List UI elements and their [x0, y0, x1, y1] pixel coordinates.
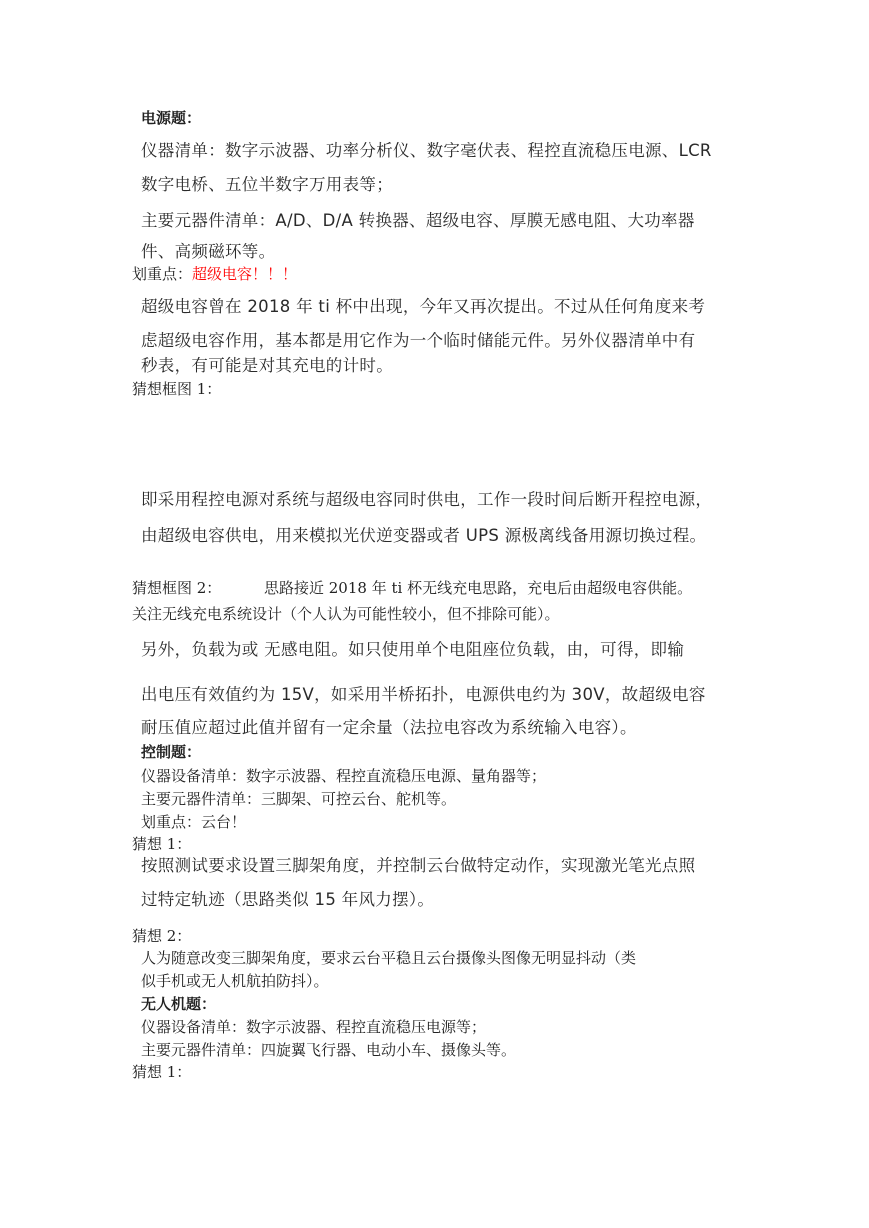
control-heading: 控制题：	[141, 743, 202, 761]
control-guess2-line-2: 似手机或无人机航拍防抖）。	[141, 972, 329, 990]
power-keypoint-value: 超级电容！！！	[192, 265, 298, 283]
power-extra-line-1: 另外，负载为或 无感电阻。如只使用单个电阻座位负载，由，可得，即输	[141, 640, 685, 659]
power-extra-line-3: 耐压值应超过此值并留有一定余量（法拉电容改为系统输入电容）。	[141, 718, 637, 737]
power-instruments-line-2: 数字电桥、五位半数字万用表等；	[141, 175, 393, 194]
power-instruments-line-1: 仪器清单：数字示波器、功率分析仪、数字毫伏表、程控直流稳压电源、LCR	[141, 141, 712, 160]
power-note-line-1: 超级电容曾在 2018 年 ti 杯中出现，今年又再次提出。不过从任何角度来考	[141, 297, 706, 316]
power-guess1-line-1: 即采用程控电源对系统与超级电容同时供电，工作一段时间后断开程控电源，	[141, 490, 713, 509]
control-keypoint: 划重点：云台！	[141, 813, 247, 831]
control-components: 主要元器件清单：三脚架、可控云台、舵机等。	[141, 790, 457, 808]
power-guess2-inline: 思路接近 2018 年 ti 杯无线充电思路，充电后由超级电容供能。	[264, 579, 693, 597]
power-note-line-2: 虑超级电容作用，基本都是用它作为一个临时储能元件。另外仪器清单中有	[141, 331, 696, 350]
control-guess1-title: 猜想 1：	[132, 835, 192, 853]
power-note-line-3: 秒表，有可能是对其充电的计时。	[141, 356, 393, 375]
power-keypoint-label: 划重点：	[132, 265, 193, 283]
drone-components: 主要元器件清单：四旋翼飞行器、电动小车、摄像头等。	[141, 1041, 517, 1059]
control-guess1-line-2: 过特定轨迹（思路类似 15 年风力摆）。	[141, 890, 435, 909]
drone-heading: 无人机题：	[141, 995, 217, 1013]
control-instruments: 仪器设备清单：数字示波器、程控直流稳压电源、量角器等；	[141, 767, 547, 785]
control-guess2-title: 猜想 2：	[132, 927, 192, 945]
power-guess2-line-2: 关注无线充电系统设计（个人认为可能性较小，但不排除可能）。	[132, 605, 560, 623]
power-extra-line-2: 出电压有效值约为 15V，如采用半桥拓扑，电源供电约为 30V，故超级电容	[141, 685, 706, 704]
power-guess1-title: 猜想框图 1：	[132, 380, 222, 398]
power-guess2-title: 猜想框图 2：	[132, 579, 222, 597]
drone-instruments: 仪器设备清单：数字示波器、程控直流稳压电源等；	[141, 1018, 487, 1036]
power-heading: 电源题：	[141, 109, 202, 127]
control-guess1-line-1: 按照测试要求设置三脚架角度，并控制云台做特定动作，实现激光笔光点照	[141, 856, 696, 875]
drone-guess1-title: 猜想 1：	[132, 1063, 192, 1081]
control-guess2-line-1: 人为随意改变三脚架角度，要求云台平稳且云台摄像头图像无明显抖动（类	[141, 949, 637, 967]
power-components-line-1: 主要元器件清单：A/D、D/A 转换器、超级电容、厚膜无感电阻、大功率器	[141, 211, 695, 230]
power-components-line-2: 件、高频磁环等。	[141, 242, 276, 261]
power-keypoint	[132, 266, 297, 283]
power-guess1-line-2: 由超级电容供电，用来模拟光伏逆变器或者 UPS 源极离线备用源切换过程。	[141, 526, 707, 545]
